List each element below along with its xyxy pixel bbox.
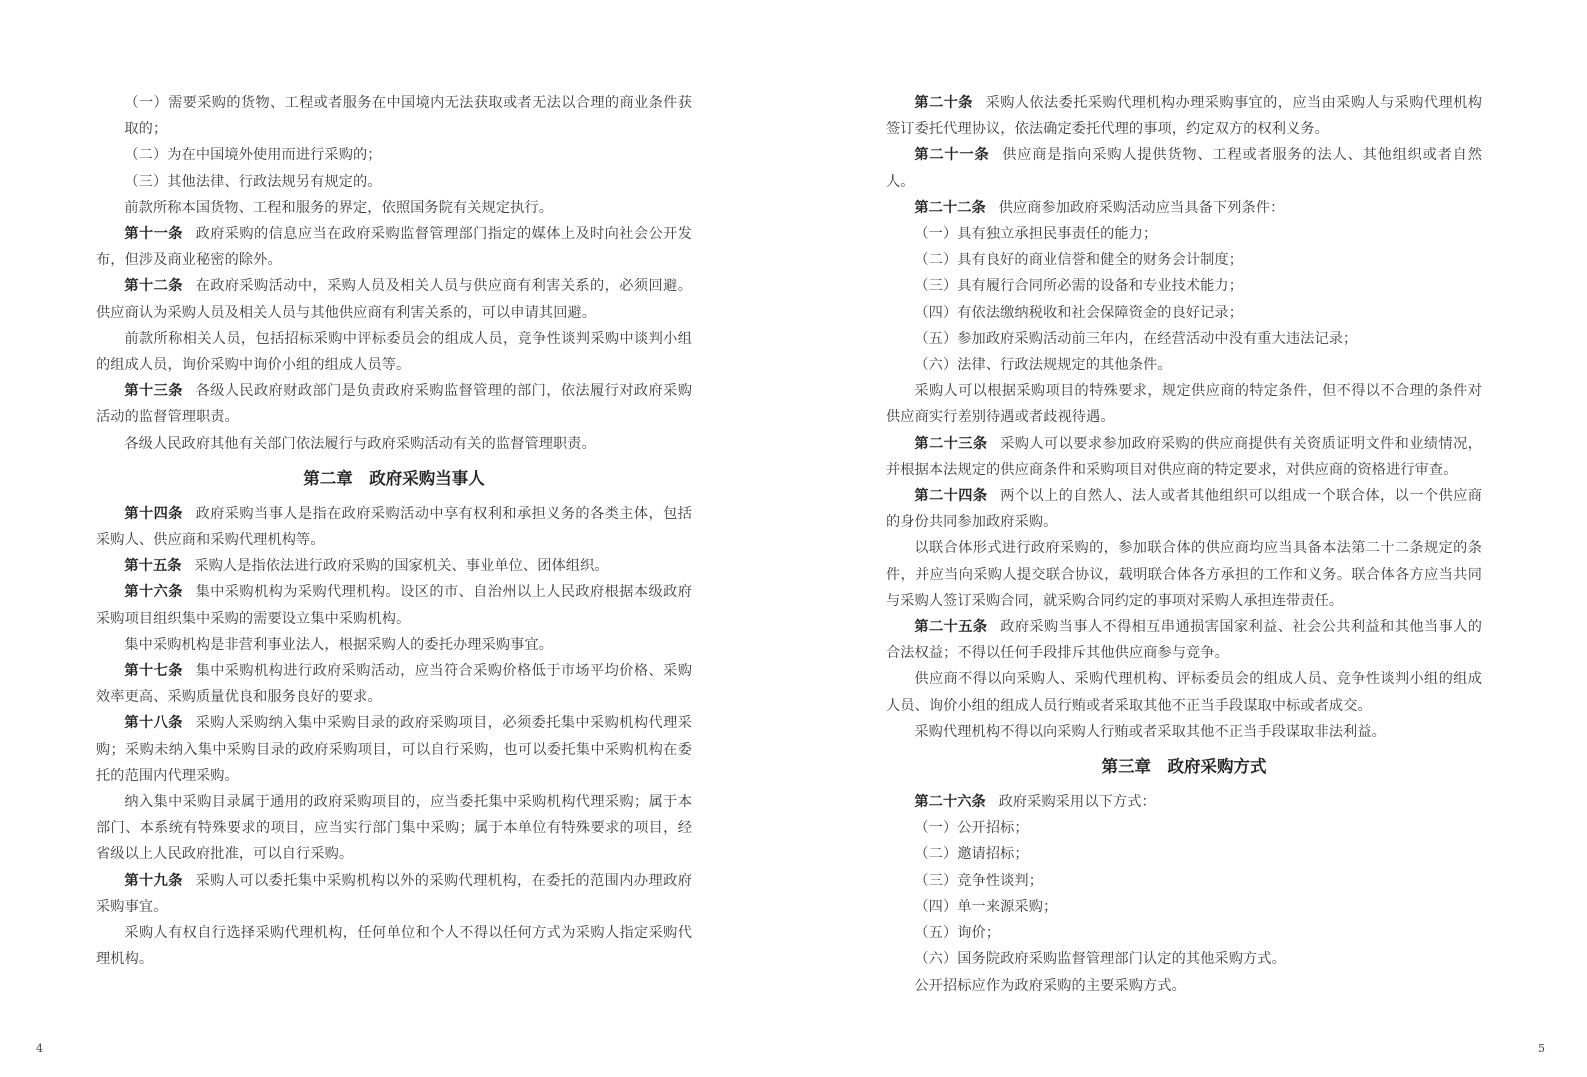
article-paragraph (886, 483, 1482, 535)
article-number: 第二十条 (914, 95, 973, 111)
article-text: 供应商是指向采购人提供货物、工程或者服务的法人、其他组织或者自然人。 (886, 147, 1482, 190)
article-number: 第十三条 (124, 383, 183, 400)
list-item: （一）需要采购的货物、工程或者服务在中国境内无法获取或者无法以合理的商业条件获取的； (124, 95, 692, 138)
article-number: 第十五条 (124, 558, 182, 575)
list-item: （四）有依法缴纳税收和社会保障资金的良好记录； (914, 304, 1244, 321)
article-text: 政府采购当事人不得相互串通损害国家利益、社会公共利益和其他当事人的合法权益；不得以任何手段排斥其他供应商参与竞争。 (886, 619, 1482, 662)
article-text: 在政府采购活动中，采购人员及相关人员与供应商有利害关系的，必须回避。供应商认为采购人员及相关人员与其他供应商有利害关系的，可以申请其回避。 (96, 278, 692, 321)
article-text: 采购人依法委托采购代理机构办理采购事宜的，应当由采购人与采购代理机构签订委托代理协议，依法确定委托代理的事项，约定双方的权利义务。 (886, 95, 1482, 138)
list-item: （五）询价； (914, 925, 1001, 942)
article-text: 集中采购机构进行政府采购活动，应当符合采购价格低于市场平均价格、采购效率更高、采购质量优良和服务良好的要求。 (96, 663, 692, 706)
article-number: 第二十三条 (914, 435, 988, 452)
right-page-text-column (886, 90, 1482, 999)
body-paragraph: 纳入集中采购目录属于通用的政府采购项目的，应当委托集中采购机构代理采购；属于本部门、本系统有特殊要求的项目，应当实行部门集中采购；属于本单位有特殊要求的项目，经省级以上人民政府批准，可以自行采购。 (96, 794, 692, 863)
left-page-text-column (96, 90, 692, 973)
article-paragraph (886, 142, 1482, 194)
list-item: （三）竞争性谈判； (914, 872, 1043, 889)
article-paragraph (96, 658, 692, 710)
article-paragraph (886, 90, 1482, 142)
body-paragraph: 以联合体形式进行政府采购的，参加联合体的供应商均应当具备本法第二十二条规定的条件，并应当向采购人提交联合协议，载明联合体各方承担的工作和义务。联合体各方应当共同与采购人签订采购合同，就采购合同约定的事项对采购人承担连带责任。 (886, 540, 1482, 609)
article-text: 采购人采购纳入集中采购目录的政府采购项目，必须委托集中采购机构代理采购；采购未纳入集中采购目录的政府采购项目，可以自行采购，也可以委托集中采购机构在委托的范围内代理采购。 (96, 715, 692, 784)
body-paragraph: 供应商不得以向采购人、采购代理机构、评标委员会的组成人员、竞争性谈判小组的组成人员、询价小组的组成人员行贿或者采取其他不正当手段谋取中标或者成交。 (886, 671, 1482, 714)
article-text: 供应商参加政府采购活动应当具备下列条件： (998, 199, 1285, 216)
article-text: 采购人是指依法进行政府采购的国家机关、事业单位、团体组织。 (194, 558, 609, 575)
list-item: （一）具有独立承担民事责任的能力； (914, 226, 1158, 243)
article-paragraph (886, 431, 1482, 483)
article-number: 第十六条 (124, 584, 183, 601)
body-paragraph: 集中采购机构是非营利事业法人，根据采购人的委托办理采购事宜。 (124, 636, 554, 653)
page-number: 5 (1538, 1042, 1545, 1055)
body-paragraph: 采购人有权自行选择采购代理机构，任何单位和个人不得以任何方式为采购人指定采购代理机构。 (96, 925, 692, 968)
article-paragraph (886, 614, 1482, 666)
article-text: 各级人民政府财政部门是负责政府采购监督管理的部门，依法履行对政府采购活动的监督管理职责。 (96, 383, 692, 426)
article-number: 第十七条 (124, 663, 183, 680)
list-item: （五）参加政府采购活动前三年内，在经营活动中没有重大违法记录； (914, 330, 1358, 347)
body-paragraph: 采购人可以根据采购项目的特殊要求，规定供应商的特定条件，但不得以不合理的条件对供应商实行差别待遇或者歧视待遇。 (886, 383, 1482, 426)
body-paragraph: 前款所称本国货物、工程和服务的界定，依照国务院有关规定执行。 (124, 199, 554, 216)
article-number: 第二十四条 (914, 488, 988, 505)
article-text: 政府采购的信息应当在政府采购监督管理部门指定的媒体上及时向社会公开发布，但涉及商业秘密的除外。 (96, 226, 692, 269)
article-number: 第二十一条 (914, 147, 990, 164)
list-item: （三）其他法律、行政法规另有规定的。 (124, 173, 382, 190)
body-paragraph: 公开招标应作为政府采购的主要采购方式。 (914, 977, 1186, 994)
list-item: （二）具有良好的商业信誉和健全的财务会计制度； (914, 252, 1244, 269)
list-item: （一）公开招标； (914, 820, 1029, 837)
article-text: 政府采购采用以下方式： (998, 794, 1156, 811)
article-paragraph (96, 868, 692, 920)
list-item: （二）邀请招标； (914, 846, 1029, 863)
list-item: （二）为在中国境外使用而进行采购的； (124, 147, 382, 164)
body-paragraph: 采购代理机构不得以向采购人行贿或者采取其他不正当手段谋取非法利益。 (914, 723, 1386, 740)
left-page (0, 0, 793, 1077)
list-item: （四）单一来源采购； (914, 898, 1058, 915)
list-item: （六）法律、行政法规规定的其他条件。 (914, 357, 1172, 374)
list-item: （三）具有履行合同所必需的设备和专业技术能力； (914, 278, 1244, 295)
body-paragraph: 前款所称相关人员，包括招标采购中评标委员会的组成人员，竞争性谈判采购中谈判小组的组成人员，询价采购中询价小组的组成人员等。 (96, 330, 692, 374)
article-paragraph (96, 273, 692, 325)
article-number: 第十一条 (124, 226, 183, 243)
article-paragraph (96, 579, 692, 631)
right-page (794, 0, 1587, 1077)
article-number: 第二十六条 (914, 794, 986, 811)
chapter-heading: 第三章 政府采购方式 (1101, 757, 1267, 777)
body-paragraph: 各级人民政府其他有关部门依法履行与政府采购活动有关的监督管理职责。 (124, 435, 596, 452)
article-number: 第十八条 (124, 715, 183, 732)
article-paragraph (886, 789, 1482, 815)
article-paragraph (96, 378, 692, 430)
article-paragraph (96, 221, 692, 273)
article-number: 第十二条 (124, 278, 183, 295)
list-item: （六）国务院政府采购监督管理部门认定的其他采购方式。 (914, 951, 1286, 968)
article-number: 第二十二条 (914, 199, 986, 216)
article-text: 采购人可以委托集中采购机构以外的采购代理机构，在委托的范围内办理政府采购事宜。 (96, 872, 692, 915)
article-paragraph (96, 710, 692, 789)
article-text: 两个以上的自然人、法人或者其他组织可以组成一个联合体，以一个供应商的身份共同参加政府采购。 (886, 488, 1482, 531)
article-text: 集中采购机构为采购代理机构。设区的市、自治州以上人民政府根据本级政府采购项目组织集中采购的需要设立集中采购机构。 (96, 584, 692, 627)
article-paragraph (96, 553, 692, 579)
article-paragraph (886, 195, 1482, 221)
article-text: 采购人可以要求参加政府采购的供应商提供有关资质证明文件和业绩情况，并根据本法规定的供应商条件和采购项目对供应商的特定要求，对供应商的资格进行审查。 (886, 435, 1482, 478)
article-number: 第十九条 (124, 872, 183, 889)
chapter-heading: 第二章 政府采购当事人 (303, 468, 485, 488)
page-number: 4 (36, 1042, 43, 1055)
article-number: 第二十五条 (914, 619, 988, 636)
article-number: 第十四条 (124, 505, 183, 522)
article-text: 政府采购当事人是指在政府采购活动中享有权利和承担义务的各类主体，包括采购人、供应商和采购代理机构等。 (96, 505, 692, 549)
article-paragraph (96, 501, 692, 553)
